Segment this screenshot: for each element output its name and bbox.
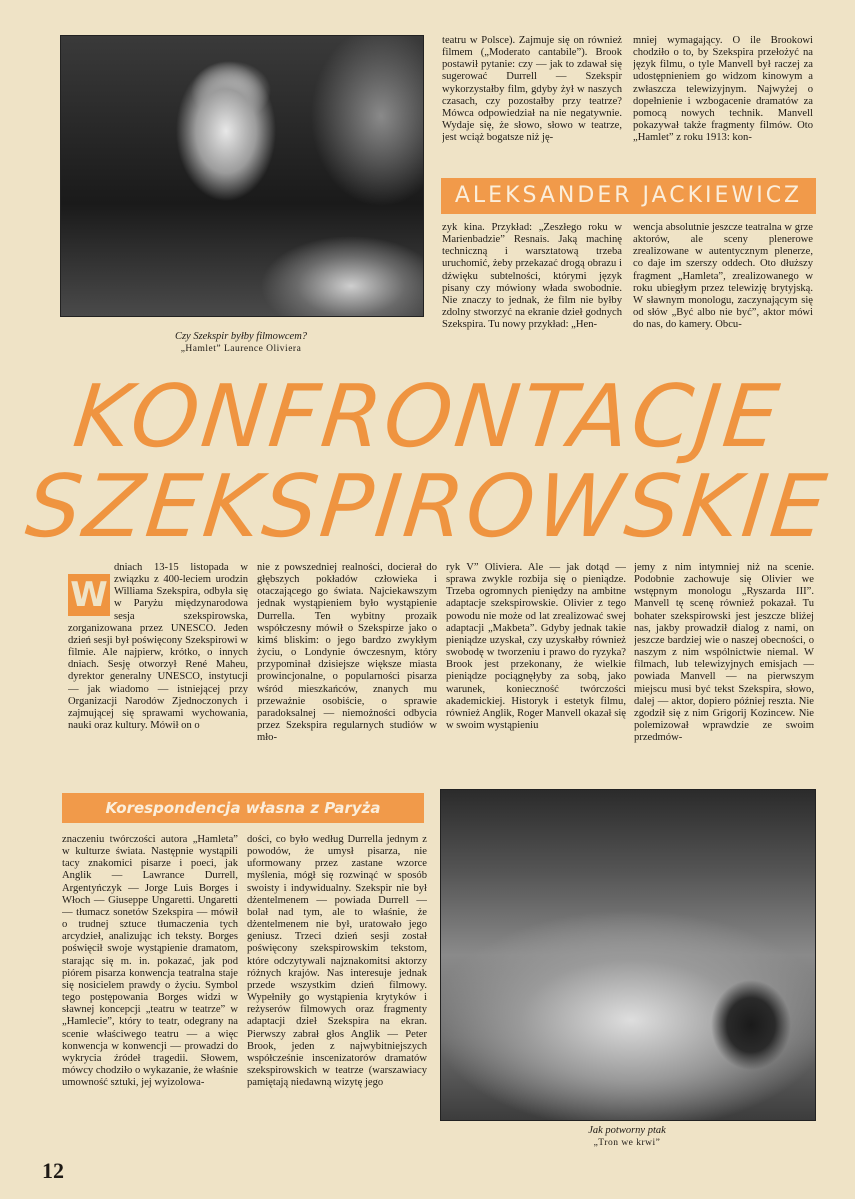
drop-cap-space xyxy=(68,562,114,622)
hamlet-photo-caption xyxy=(60,330,422,356)
caption-line-2: „Hamlet” Laurence Oliviera xyxy=(180,344,302,354)
caption-line-1: Czy Szekspir byłby filmowcem? xyxy=(174,331,308,342)
lower-column-1: znaczeniu twórczości autora „Hamleta” w kulturze świata. Następnie wystąpili tacy znakomici pisarze i poeci, jak Anglik — Lawrance Durrell, Argentyńczyk — Jorge Luis Borges i Włoch — Giuseppe Ungaretti. Ungaretti — tłumacz sonetów Szekspira — mówił o trudnej sztuce tłumaczenia tych arcydzieł, analizując ich teksty. Borges poświęcił swoje wystąpienie dramatom, starając się m. in. pokazać, jak pod piórem pisarza konwencja teatralna staje się nosicielem prawdy o życiu. Symbol tego postępowania Borges widzi w sławnej koncepcji „teatru w teatrze” w „Hamlecie”, który to teatr, odegrany na scenie właściwego teatru — a więc konwencja w konwencji — prowadzi do wykrycia źródeł tragedii. Słowem, mówcy chodziło o wykazanie, że właśnie umowność sztuki, jej wyizolowa- xyxy=(62,834,238,1089)
body-column-2: nie z powszedniej realności, docierał do głębszych pokładów człowieka i otaczającego go świata. Najciekawszym jednak wystąpieniem było wystąpienie Durrella. Ten wybitny prozaik współczesny mówił o Szekspirze jako o kimś bliskim: o jego bardzo zwykłym życiu, o Londynie ówczesnym, który przypominał dzisiejsze większe miasta prowincjonalne, o popularności pisarza wśród mieszkańców, znanych mu przeważnie osobiście, o sprawie paradoksalnej — niemożności odbycia przez Szekspira regularnych studiów w mło- xyxy=(257,562,437,744)
correspondent-banner xyxy=(62,793,424,823)
top-column-2: mniej wymagający. O ile Brookowi chodziło o to, by Szekspira przełożyć na język filmu, o tyle Manvell był raczej za udostępnieniem go widzom kinowym a zwłaszcza telewizyjnym. Najwyżej o dopełnienie i wzbogacenie dramatów za pomocą nowych technik. Manvell pokazywał także fragmenty filmów. Oto „Hamlet” z roku 1913: kon- xyxy=(633,35,813,144)
caption-line-1: Jak potworny ptak xyxy=(588,1125,666,1136)
top-column-1: teatru w Polsce). Zajmuje się on również filmem („Moderato cantabile”). Brook postawił pytanie: czy — jak to zdawał się sugerować Durrell — Szekspir wykorzystałby film, gdyby żył w naszych czasach, czy pozostałby przy teatrze? Mówca odpowiedział na nie negatywnie. Wydaje się, że słowo, słowo w teatrze, jest wciąż bogatsze niż ję- xyxy=(442,35,622,144)
drop-cap: W xyxy=(68,574,110,616)
mid-column-1: zyk kina. Przykład: „Zeszłego roku w Marienbadzie” Resnais. Jaką machinę techniczną i warsztatową trzeba uruchomić, żeby przekazać drogą obrazu i dźwięku subtelności, którymi język pisany czy mówiony włada swobodnie. Nie znaczy to jednak, że film nie byłby zdolny stworzyć na ekranie dzieł godnych Szekspira. Tu nowy przykład: „Hen- xyxy=(442,222,622,331)
author-banner xyxy=(441,178,816,214)
body-column-1 xyxy=(68,562,248,780)
author-name: ALEKSANDER JACKIEWICZ xyxy=(454,183,803,208)
caption-line-2: „Tron we krwi” xyxy=(593,1138,661,1148)
throne-photo-caption xyxy=(440,1124,814,1150)
body-column-3: ryk V” Oliviera. Ale — jak dotąd — sprawa zwykle rozbija się o pieniądze. Trzeba ogromnych pieniędzy na ambitne adaptacje szekspirowskie. Olivier z tego powodu nie może od lat zrealizować swej adaptacji „Makbeta”. Gdyby jednak takie pieniądze uzyskał, czy uzyskałby również swobodę w tworzeniu i prawo do ryzyka? Brook jest przekonany, że wielkie pieniądze pociągnęłyby za sobą, jako warunek, konieczność twórczości akademickiej. Historyk i estetyk filmu, również Anglik, Roger Manvell okazał się w swoim wystąpieniu xyxy=(446,562,626,732)
page-number: 12 xyxy=(42,1158,64,1183)
mid-column-2: wencja absolutnie jeszcze teatralna w grze aktorów, ale sceny plenerowe zrealizowane w autentycznym plenerze, co daje im szerszy oddech. Oto dłuższy fragment „Hamleta”, zrealizowanego w roku ubiegłym przez telewizję brytyjską. W sławnym monologu, zaczynającym się od słów „Być albo nie być”, aktor mówi do nas, do kamery. Obcu- xyxy=(633,222,813,331)
title-line-1: KONFRONTACJE xyxy=(68,367,787,467)
body-column-4: jemy z nim intymniej niż na scenie. Podobnie zachowuje się Olivier we wstępnym monologu „Ryszarda III”. Manvell tę scenę również pokazał. Tu bohater szekspirowski jest jeszcze bliżej nas, jakby prowadził dialog z nami, on jeszcze bardziej wie o naszej obecności, o naszym z nim wspólnictwie niemal. W filmach, lub telewizyjnych emisjach — powiada Manvell — na pierwszym miejscu musi być tekst Szekspira, słowo, dalej — aktor, dopiero później reszta. Nie zgodził się z nim Grigorij Kozincew. Nie polemizował wprawdzie ze swoim przedmów- xyxy=(634,562,814,744)
lower-column-2: dości, co było według Durrella jednym z powodów, że umysł pisarza, nie uformowany przez zastane wzorce myślenia, mógł się rozwinąć w sposób swoisty i indywidualny. Szekspir nie był dżentelmenem — powiada Durrell — bolał nad tym, ale to właśnie, że dżentelmenem nie był, uratowało jego geniusz. Trzeci dzień sesji został poświęcony szekspirowskim tekstom, które odczytywali najznakomitsi aktorzy różnych krajów. Nas interesuje jednak przede wszystkim dzień filmowy. Wypełniły go wystąpienia krytyków i reżyserów filmowych oraz fragmenty adaptacji dzieł Szekspira na ekran. Pierwszy zabrał głos Anglik — Peter Brook, jeden z najwybitniejszych współcześnie inscenizatorów dramatów szekspirowskich w teatrze (warszawiacy pamiętają niedawną wizytę jego xyxy=(247,834,427,1089)
body-column-1-text: dniach 13-15 listopada w związku z 400-leciem urodzin Williama Szekspira, odbyła się w Paryżu międzynarodowa sesja szekspirowska, zorganizowana przez UNESCO. Jeden dzień sesji był poświęcony Szekspirowi w filmie. Ale najpierw, krótko, o innych dniach. Sesję otworzył René Maheu, dyrektor generalny UNESCO, instytucji — jak wiadomo — istniejącej przy Organizacji Narodów Zjednoczonych i zajmującej się sprawami wychowania, nauki oraz kultury. Mówił on o xyxy=(68,562,248,732)
correspondent-label: Korespondencja własna z Paryża xyxy=(105,799,381,817)
title-line-2: SZEKSPIROWSKIE xyxy=(21,457,834,557)
throne-of-blood-photo xyxy=(440,789,816,1121)
hamlet-photo xyxy=(60,35,424,317)
